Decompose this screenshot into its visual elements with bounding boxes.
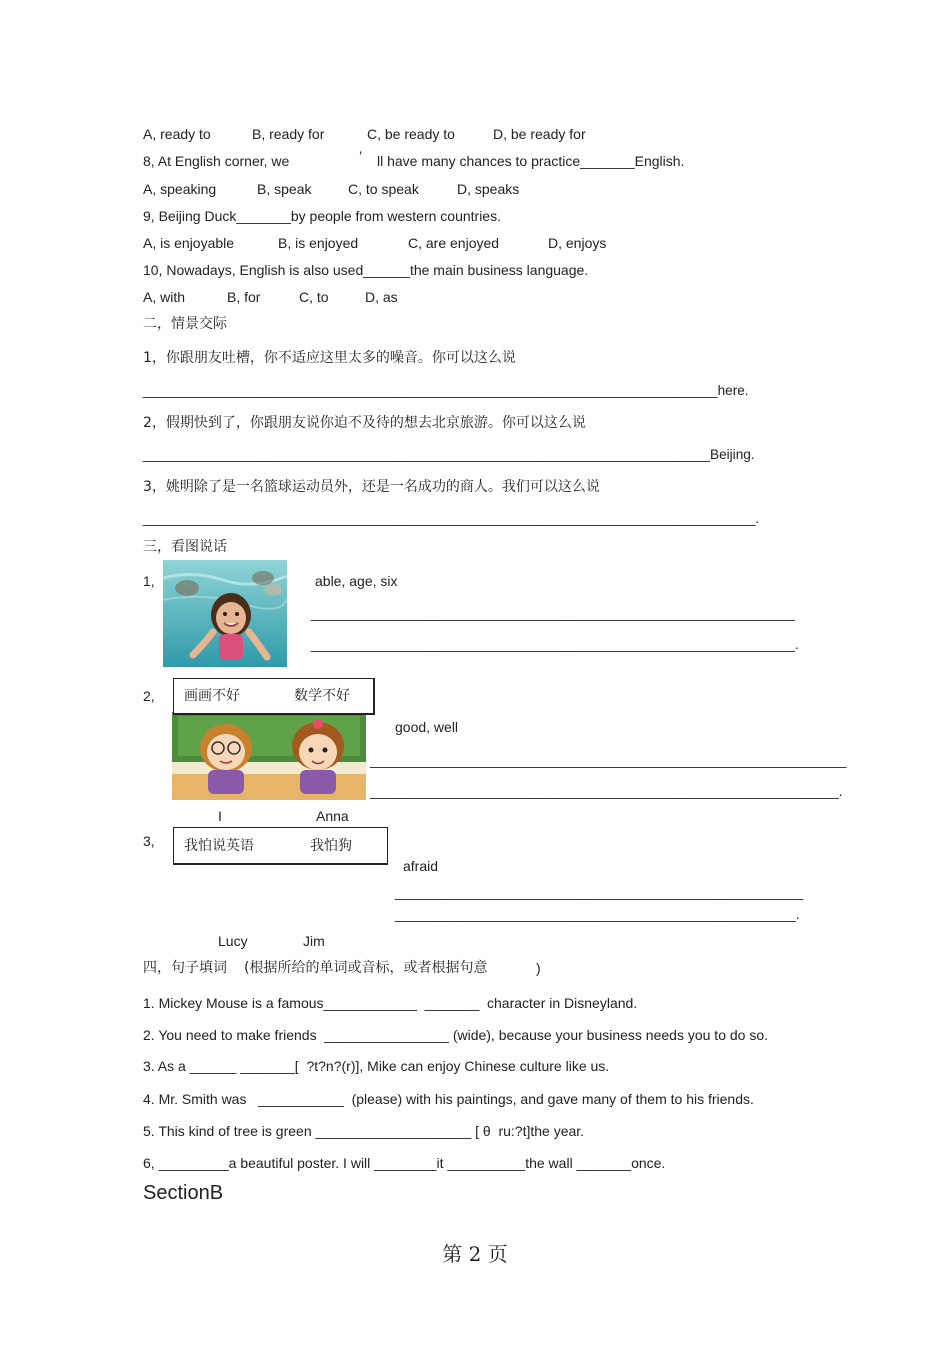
q10-option-b: B, for bbox=[227, 289, 261, 305]
section3-item2-hint: good, well bbox=[395, 719, 459, 735]
section3-item2-line1[interactable]: _______________________________________________________________ bbox=[370, 753, 847, 768]
section4-item-6: 6, _________a beautiful poster. I will ________it __________the wall _______once. bbox=[143, 1155, 666, 1171]
section3-item3-line2[interactable]: _____________________________________________________. bbox=[395, 907, 800, 922]
q10-option-a: A, with bbox=[143, 289, 186, 305]
section3-item3-label-right: Jim bbox=[303, 933, 325, 949]
section3-item1-line2[interactable]: ________________________________________________________________. bbox=[311, 637, 799, 652]
section4-title-close: ) bbox=[536, 960, 541, 976]
section3-item1-line1[interactable]: ________________________________________________________________ bbox=[311, 606, 795, 621]
q9-option-d: D, enjoys bbox=[548, 235, 607, 251]
section4-title: 四，句子填词 bbox=[143, 960, 227, 976]
swimming-girl-image bbox=[163, 560, 287, 667]
q8-option-b: B, speak bbox=[257, 181, 312, 197]
q8-option-c: C, to speak bbox=[348, 181, 419, 197]
q8-apostrophe: ’ bbox=[359, 148, 363, 164]
q7-option-d: D, be ready for bbox=[493, 126, 586, 142]
section3-item3-box-right: 我怕狗 bbox=[310, 838, 352, 854]
q9-option-c: C, are enjoyed bbox=[408, 235, 500, 251]
q7-option-b: B, ready for bbox=[252, 126, 325, 142]
page-number: 第 2 页 bbox=[442, 1242, 508, 1266]
section3-item1-hint: able, age, six bbox=[315, 573, 398, 589]
section3-item1-number: 1, bbox=[143, 573, 155, 589]
q7-option-c: C, be ready to bbox=[367, 126, 455, 142]
q8-option-d: D, speaks bbox=[457, 181, 520, 197]
section2-answer-2[interactable]: ___________________________________________________________________________Beijing. bbox=[143, 447, 755, 462]
section3-item2-box-left: 画画不好 bbox=[184, 688, 240, 704]
q10-option-d: D, as bbox=[365, 289, 398, 305]
two-girls-image bbox=[172, 712, 366, 800]
section4-title-note: (根据所给的单词或音标，或者根据句意 bbox=[244, 960, 488, 976]
q8-stem-end: ll have many chances to practice_______English. bbox=[377, 153, 685, 169]
q9-option-b: B, is enjoyed bbox=[278, 235, 359, 251]
section3-item2-line2[interactable]: ______________________________________________________________. bbox=[370, 784, 843, 799]
q8-stem-start: 8, At English corner, we bbox=[143, 153, 290, 169]
section3-item2-box-right: 数学不好 bbox=[294, 688, 350, 704]
section4-item-1: 1. Mickey Mouse is a famous____________ _______ character in Disneyland. bbox=[143, 995, 638, 1011]
section4-item-4: 4. Mr. Smith was ___________ (please) with his paintings, and gave many of them to his friends. bbox=[143, 1091, 754, 1107]
q9-stem: 9, Beijing Duck_______by people from western countries. bbox=[143, 208, 501, 224]
section4-item-2: 2. You need to make friends ________________ (wide), because your business needs you to do so. bbox=[143, 1027, 769, 1043]
section3-item3-hint: afraid bbox=[403, 858, 439, 874]
section-b-heading: SectionB bbox=[143, 1182, 224, 1204]
section3-item2-label-left: I bbox=[218, 808, 222, 824]
section2-title: 二，情景交际 bbox=[143, 316, 227, 332]
section3-title: 三，看图说话 bbox=[143, 539, 227, 555]
section2-answer-3[interactable]: _________________________________________________________________________________. bbox=[143, 511, 760, 526]
section3-item3-line1[interactable]: ______________________________________________________ bbox=[395, 885, 804, 900]
section3-item3-box-left: 我怕说英语 bbox=[184, 838, 254, 854]
section4-item-3: 3. As a ______ _______[ ?t?n?(r)], Mike can enjoy Chinese culture like us. bbox=[143, 1058, 610, 1074]
section2-prompt-1: 1，你跟朋友吐槽，你不适应这里太多的噪音。你可以这么说 bbox=[143, 350, 516, 366]
section3-item2-label-right: Anna bbox=[316, 808, 349, 824]
q8-option-a: A, speaking bbox=[143, 181, 217, 197]
section2-prompt-3: 3，姚明除了是一名篮球运动员外，还是一名成功的商人。我们可以这么说 bbox=[143, 479, 600, 495]
section3-item2-number: 2, bbox=[143, 688, 155, 704]
q7-option-a: A, ready to bbox=[143, 126, 211, 142]
section2-answer-1[interactable]: ____________________________________________________________________________here. bbox=[143, 383, 749, 398]
section2-prompt-2: 2，假期快到了，你跟朋友说你迫不及待的想去北京旅游。你可以这么说 bbox=[143, 415, 586, 431]
q10-stem: 10, Nowadays, English is also used______the main business language. bbox=[143, 262, 589, 278]
section4-item-5: 5. This kind of tree is green ____________________ [ θ ru:?t]the year. bbox=[143, 1123, 585, 1139]
q9-option-a: A, is enjoyable bbox=[143, 235, 235, 251]
q10-option-c: C, to bbox=[299, 289, 329, 305]
section3-item3-number: 3, bbox=[143, 833, 155, 849]
section3-item3-label-left: Lucy bbox=[218, 933, 248, 949]
